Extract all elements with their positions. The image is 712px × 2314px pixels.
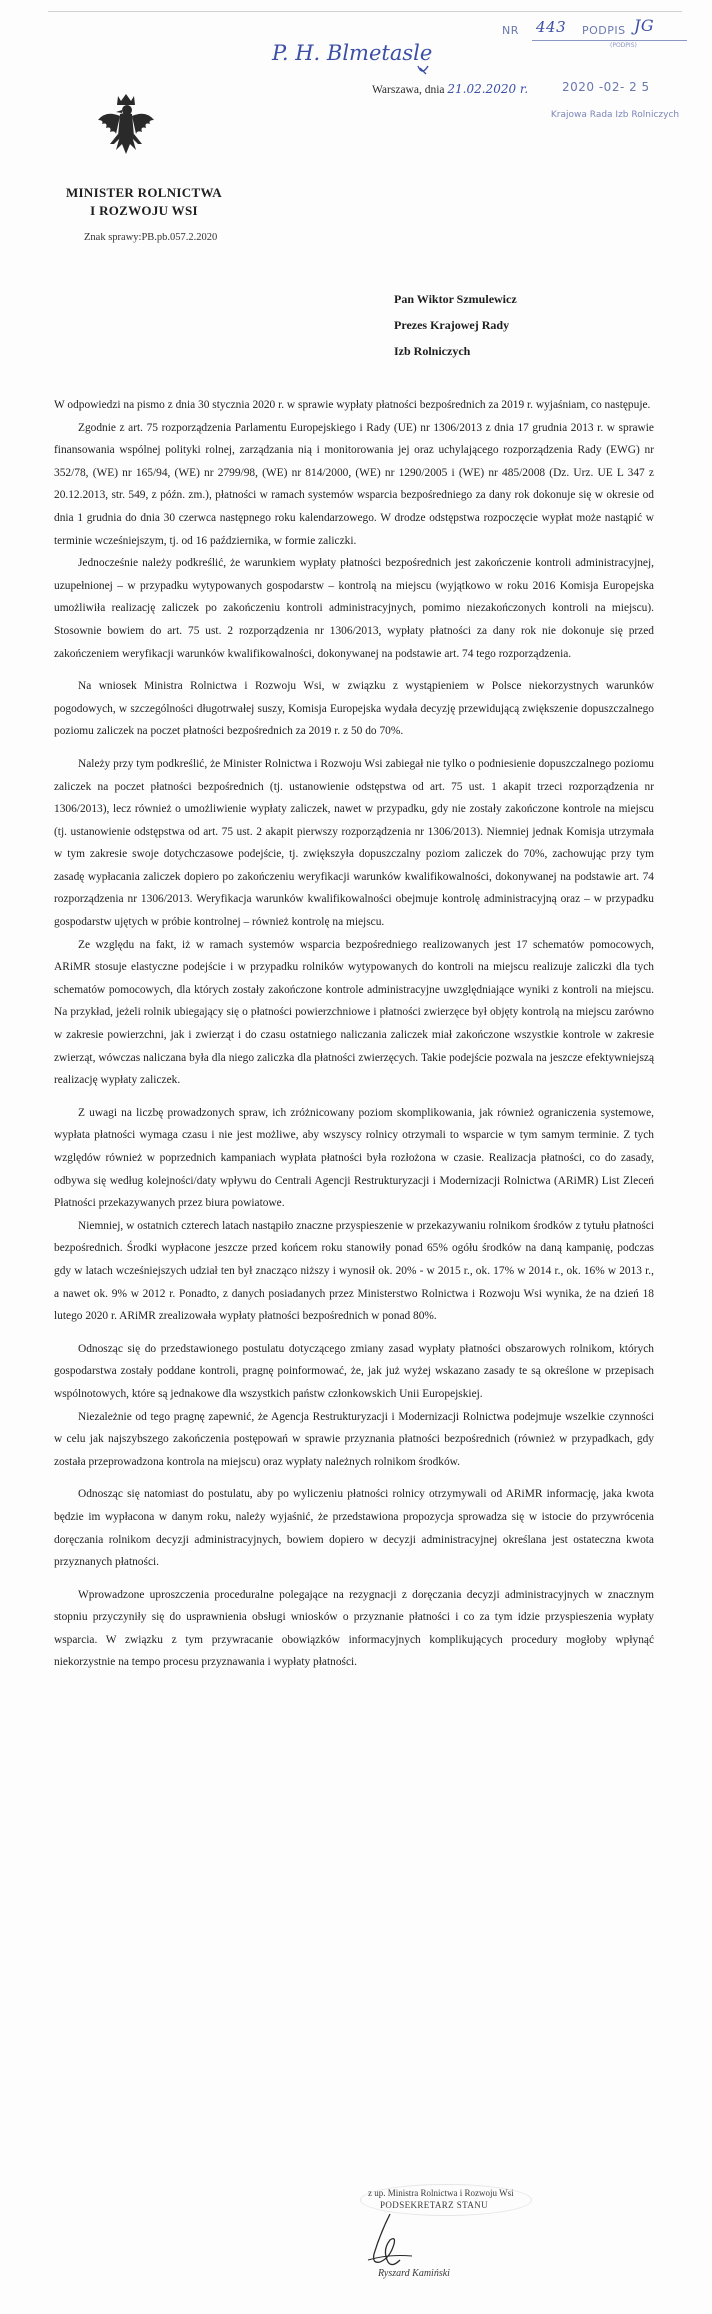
addressee-line-2: Prezes Krajowej Rady [394,318,510,332]
handwritten-signature-icon [360,2210,420,2276]
stamp-organization: Krajowa Rada Izb Rolniczych [550,110,680,120]
paragraph-gap [54,1092,654,1102]
signature-title: PODSEKRETARZ STANU [380,2200,489,2210]
paragraph: Odnosząc się natomiast do postulatu, aby po wyliczeniu płatności rolnicy otrzymywali od ARiMR informację, jaka kwota będzie im wypłacona w danym roku, należy wyjaśnić, że przedstawiona propozycja sprowadza się w istocie do przywrócenia doręczania rolnikom decyzji administracyjnych, bowiem dopiero w decyzji administracyjnej określana jest ostateczna kwota przyznanych płatności. [54,1488,654,1569]
registry-stamp [502,16,692,120]
polish-eagle-emblem-icon [94,90,158,166]
sender-heading [60,184,228,220]
signature-block [330,2188,550,2278]
paragraph: Należy przy tym podkreślić, że Minister Rolnictwa i Rozwoju Wsi zabiegał nie tylko o podniesienie dopuszczalnego poziomu zaliczek na poczet płatności bezpośrednich (tj. ustanowienie odstępstwa od art. 75 ust. 1 akapit trzeci rozporządzenia nr 1306/2013), lecz również o umożliwienie wypłaty zaliczek, nawet w przypadku, gdy nie zostały zakończone kontrole na miejscu (tj. ustanowienie odstępstwa od art. 75 ust. 2 akapit pierwszy rozporządzenia nr 1306/2013). Niemniej jednak Komisja utrzymała w tym zakresie swoje dotychczasowe podejście, tj. zwiększyła dopuszczalny poziom zaliczek do 70%, zachowując przy tym zasadę wypłacania zaliczek dopiero po zakończeniu weryfikacji warunków kwalifikowalności, dokonywanej na podstawie art. 74 rozporządzenia nr 1306/2013. Weryfikacja warunków kwalifikowalności obejmuje kontrolę administracyjną oraz – w przypadku gospodarstw ujętych w próbie kontrolnej – również kontrolę na miejscu. [54,757,654,929]
handwritten-note-scribble-icon [268,32,468,78]
scan-edge-line [48,11,682,12]
letter-body [54,394,654,1674]
place-date-prefix: Warszawa, dnia [372,84,445,96]
paragraph: Zgodnie z art. 75 rozporządzenia Parlamentu Europejskiego i Rady (UE) nr 1306/2013 z dnia 17 grudnia 2013 r. w sprawie finansowania wspólnej polityki rolnej, zarządzania nią i monitorowania jej oraz uchylającego rozporządzenia Rady (EWG) nr 352/78, (WE) nr 165/94, (WE) nr 2799/98, (WE) nr 814/2000, (WE) nr 1290/2005 i (WE) nr 485/2008 (Dz. Urz. UE L 347 z 20.12.2013, str. 549, z późn. zm.), płatności w ramach systemów wsparcia bezpośredniego za dany rok dokonuje się w okresie od dnia 1 grudnia do dnia 30 czerwca następnego roku kalendarzowego. W drodze odstępstwa rozpoczęcie wypłat może nastąpić w terminie wcześniejszym, tj. od 16 października, w formie zaliczki. [54,421,654,547]
place-and-date [372,82,528,96]
stamp-underline [532,40,687,41]
handwritten-note [268,32,468,78]
paragraph-gap [54,665,654,675]
stamp-nr-label: NR [502,24,519,37]
paragraph: Odnosząc się do przedstawionego postulatu dotyczącego zmiany zasad wypłaty płatności obszarowych rolnikom, których gospodarstwa zostały poddane kontroli, pragnę poinformować, że, jak już wyżej wskazano zasady te są określone w przepisach wspólnotowych, które są jednakowe dla wszystkich państw członkowskich Unii Europejskiej. [54,1342,654,1400]
signatory-name: Ryszard Kamiński [378,2268,450,2279]
paragraph-gap [54,743,654,753]
paragraph: Wprowadzone uproszczenia proceduralne polegające na rezygnacji z doręczania decyzji administracyjnych w znacznym stopniu przyczyniły się do usprawnienia obsługi wniosków o przyznanie płatności i co za tym idzie przyspieszenia wypłaty wsparcia. W związku z tym przywracanie obowiązków informacyjnych komplikujących procedury mogłoby wpłynąć niekorzystnie na tempo procesu przyznawania i wypłaty płatności. [54,1588,654,1669]
stamp-podpis-label: PODPIS [582,24,626,37]
paragraph: W odpowiedzi na pismo z dnia 30 stycznia 2020 r. w sprawie wypłaty płatności bezpośrednich za 2019 r. wyjaśniam, co następuje. [54,399,651,411]
paragraph-gap [54,1473,654,1483]
stamp-podpis-sub: (PODPIS) [610,42,637,49]
addressee-line-3: Izb Rolniczych [394,344,471,358]
paragraph: Niemniej, w ostatnich czterech latach nastąpiło znaczne przyspieszenie w przekazywaniu rolnikom środków z tytułu płatności bezpośrednich. Środki wypłacone jeszcze przed końcem roku stanowiły ponad 65% ogółu środków na daną kampanię, podczas gdy w latach wcześniejszych udział ten był znacząco niższy i wynosił ok. 20% - w 2015 r., ok. 17% w 2014 r., ok. 16% w 2013 r., a nawet ok. 9% w 2012 r. Ponadto, z danych posiadanych przez Ministerstwo Rolnictwa i Rozwoju Wsi wynika, że na dzień 18 lutego 2020 r. ARiMR zrealizowała wypłaty płatności bezpośrednich w ponad 80%. [54,1219,654,1323]
paragraph: Na wniosek Ministra Rolnictwa i Rozwoju Wsi, w związku z wystąpieniem w Polsce niekorzystnych warunków pogodowych, w szczególności długotrwałej suszy, Komisja Europejska wydała decyzję przewidującą zwiększenie dopuszczalnego poziomu zaliczek na poczet płatności bezpośrednich za 2019 r. z 50 do 70%. [54,680,654,738]
stamp-podpis-value: JG [634,16,655,35]
stamp-nr-value: 443 [536,18,567,36]
stamp-date: 2020 -02- 2 5 [562,80,650,94]
svg-text:P. H. Blmetasle: P. H. Blmetasle [272,41,433,65]
sender-line-2: I ROZWOJU WSI [90,203,198,218]
addressee-block [394,286,517,364]
paragraph: Z uwagi na liczbę prowadzonych spraw, ich zróżnicowany poziom skomplikowania, jak również ograniczenia systemowe, wypłata płatności wymaga czasu i nie jest możliwe, aby wszyscy rolnicy otrzymali to wsparcie w tym samym terminie. Z tych względów również w poprzednich kampaniach wypłata płatności była rozłożona w czasie. Realizacja płatności, co do zasady, odbywa się według kolejności/daty wpływu do Centrali Agencji Restrukturyzacji i Modernizacji Rolnictwa (ARiMR) List Zleceń Płatności przekazywanych przez biura powiatowe. [54,1106,654,1210]
paragraph-gap [54,1328,654,1338]
sender-line-1: MINISTER ROLNICTWA [65,185,222,200]
paragraph: Niezależnie od tego pragnę zapewnić, że Agencja Restrukturyzacji i Modernizacji Rolnictwa podejmuje wszelkie czynności w celu jak najszybszego zakończenia postępowań w sprawie przyznania płatności bezpośrednich (również w przypadkach, gdy została przeprowadzona kontrola na miejscu) oraz wypłaty należnych rolnikom środków. [54,1410,654,1468]
paragraph-gap [54,1574,654,1584]
addressee-line-1: Pan Wiktor Szmulewicz [394,292,517,306]
case-reference: Znak sprawy:PB.pb.057.2.2020 [84,232,218,243]
letter-date: 21.02.2020 r. [447,82,529,96]
stamp-row [502,16,692,42]
paragraph: Ze względu na fakt, iż w ramach systemów wsparcia bezpośredniego realizowanych jest 17 schematów pomocowych, ARiMR stosuje elastyczne podejście i w przypadku rolników wytypowanych do kontroli na miejscu realizuje zaliczki dla tych schematów pomocowych, dla których zostały zakończone kontrole administracyjne uwzględniające wyniki z kontroli na miejscu. Na przykład, jeżeli rolnik ubiegający się o płatności powierzchniowe i płatności zwierzęce był objęty kontrolą na miejscu zarówno w zakresie powierzchni, jak i zwierząt i do czasu ostatniego naliczania zaliczek miał zakończone wszystkie kontrole w zakresie zwierząt, wówczas naliczana była dla niego zaliczka dla płatności zwierzęcych. Takie podejście pozwala na jeszcze efektywniejszą realizację wypłaty zaliczek. [54,938,654,1087]
signature-authority: z up. Ministra Rolnictwa i Rozwoju Wsi [368,2188,514,2198]
paragraph: Jednocześnie należy podkreślić, że warunkiem wypłaty płatności bezpośrednich jest zakończenie kontroli administracyjnej, uzupełnionej – w przypadku wytypowanych gospodarstw – kontrolą na miejscu (wyjątkowo w roku 2016 Komisja Europejska umożliwiła realizację zaliczek po zakończeniu kontroli administracyjnych, pomimo niezakończonych kontroli na miejscu). Stosownie bowiem do art. 75 ust. 2 rozporządzenia nr 1306/2013, wypłaty płatności za dany rok nie dokonuje się przed zakończeniem weryfikacji warunków kwalifikowalności, dokonywanej na podstawie art. 74 tego rozporządzenia. [54,557,654,660]
